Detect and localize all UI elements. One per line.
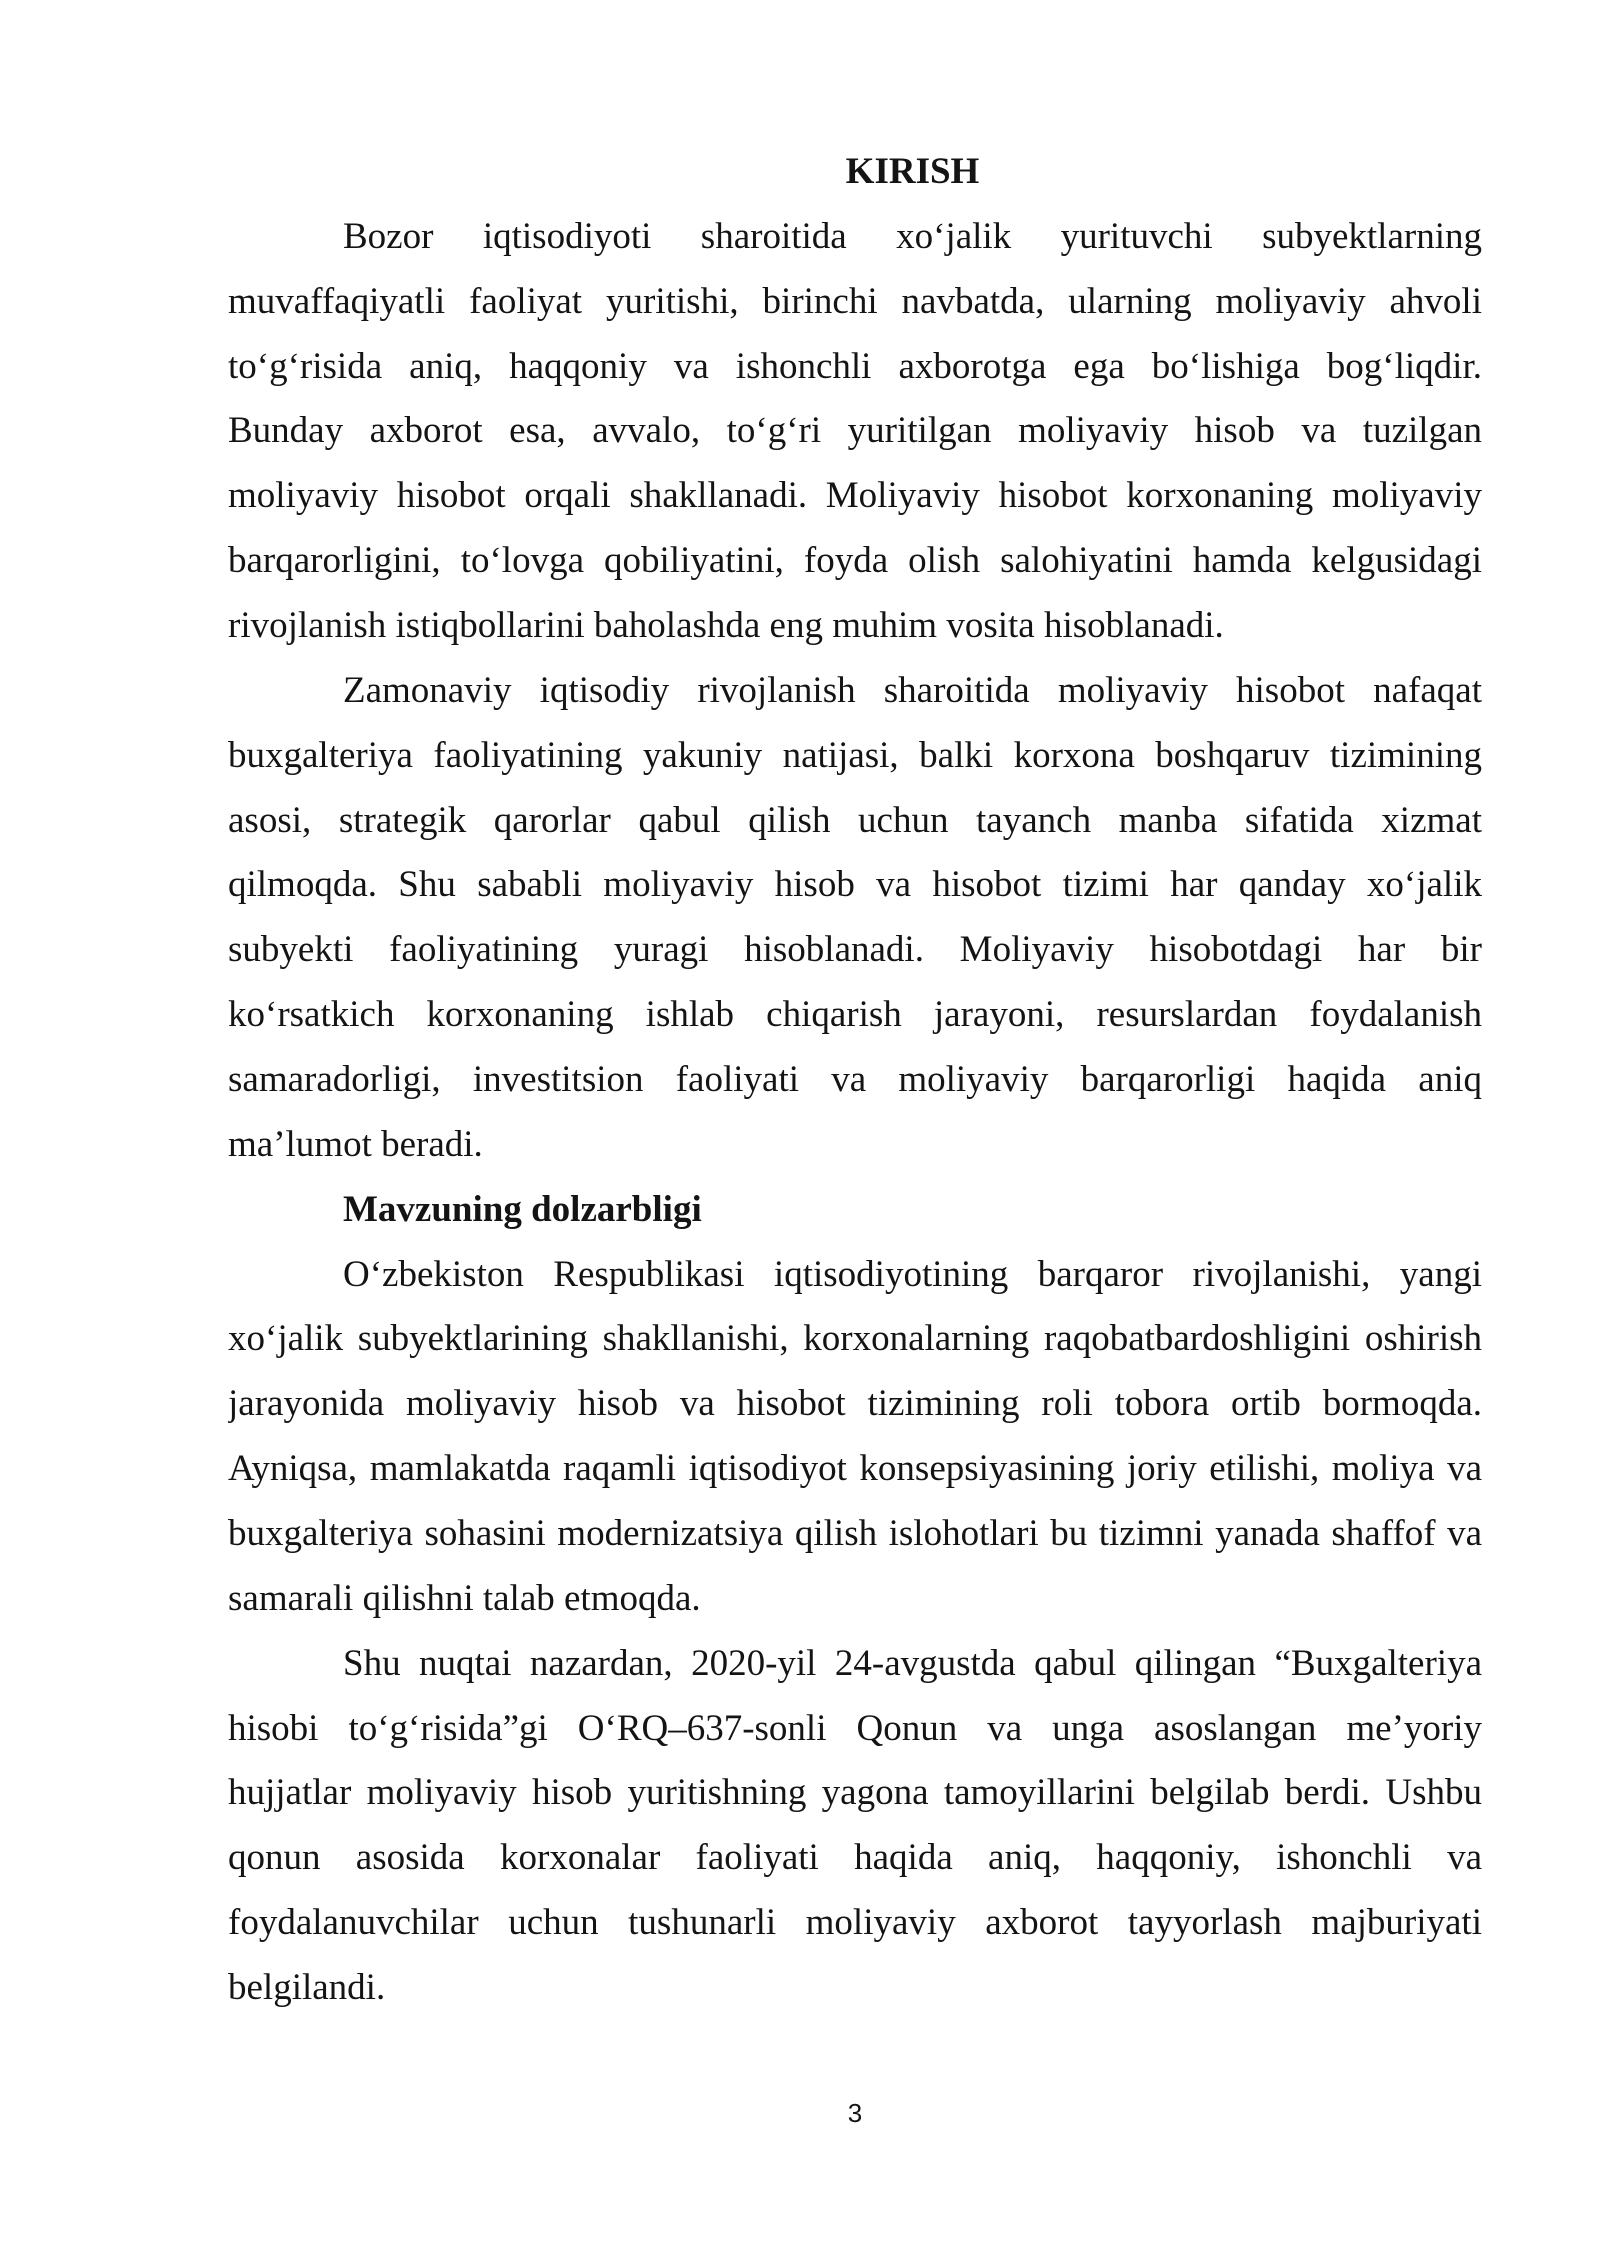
text-line: rivojlanish istiqbollarini baholashda eng muhim vosita hisoblanadi. — [228, 605, 1224, 647]
text-line: xo‘jalik subyektlarining shakllanishi, korxonalarning raqobatbardoshligini oshirish — [228, 1318, 1482, 1360]
page-number: 3 — [847, 2098, 863, 2128]
text-line: Shu nuqtai nazardan, 2020-yil 24-avgustda qabul qilingan “Buxgalteriya — [343, 1642, 1482, 1684]
text-line: asosi, strategik qarorlar qabul qilish uchun tayanch manba sifatida xizmat — [228, 799, 1482, 841]
text-line: O‘zbekiston Respublikasi iqtisodiyotining barqaror rivojlanishi, yangi — [343, 1253, 1482, 1295]
section-heading: Mavzuning dolzarbligi — [343, 1188, 702, 1230]
text-line: Bozor iqtisodiyoti sharoitida xo‘jalik yurituvchi subyektlarning — [343, 215, 1482, 257]
text-line: foydalanuvchilar uchun tushunarli moliyaviy axborot tayyorlash majburiyati — [228, 1902, 1482, 1944]
text-line: hujjatlar moliyaviy hisob yuritishning yagona tamoyillarini belgilab berdi. Ushbu — [228, 1772, 1482, 1814]
text-line: buxgalteriya faoliyatining yakuniy natijasi, balki korxona boshqaruv tizimining — [228, 734, 1482, 776]
page-title: KIRISH — [845, 151, 980, 192]
text-line: qonun asosida korxonalar faoliyati haqida aniq, haqqoniy, ishonchli va — [228, 1837, 1482, 1879]
text-line: muvaffaqiyatli faoliyat yuritishi, birinchi navbatda, ularning moliyaviy ahvoli — [228, 280, 1482, 322]
relevance-paragraph-1 — [228, 1243, 1482, 1632]
intro-paragraph-2 — [228, 659, 1482, 1178]
document-page — [228, 140, 1482, 2021]
text-line: to‘g‘risida aniq, haqqoniy va ishonchli axborotga ega bo‘lishiga bog‘liqdir. — [228, 345, 1482, 387]
text-line: moliyaviy hisobot orqali shakllanadi. Moliyaviy hisobot korxonaning moliyaviy — [228, 475, 1482, 517]
text-line: buxgalteriya sohasini modernizatsiya qilish islohotlari bu tizimni yanada shaffof va — [228, 1513, 1482, 1555]
text-line: Zamonaviy iqtisodiy rivojlanish sharoitida moliyaviy hisobot nafaqat — [343, 669, 1482, 711]
text-line: samarali qilishni talab etmoqda. — [228, 1577, 701, 1619]
text-line: Bunday axborot esa, avvalo, to‘g‘ri yuritilgan moliyaviy hisob va tuzilgan — [228, 410, 1482, 452]
text-line: barqarorligini, to‘lovga qobiliyatini, foyda olish salohiyatini hamda kelgusidagi — [228, 540, 1482, 582]
text-line: subyekti faoliyatining yuragi hisoblanadi. Moliyaviy hisobotdagi har bir — [228, 929, 1482, 971]
text-line: hisobi to‘g‘risida”gi O‘RQ–637-sonli Qonun va unga asoslangan me’yoriy — [228, 1707, 1482, 1749]
text-line: belgilandi. — [228, 1967, 386, 2009]
text-line: ko‘rsatkich korxonaning ishlab chiqarish jarayoni, resurslardan foydalanish — [228, 994, 1482, 1036]
text-line: Ayniqsa, mamlakatda raqamli iqtisodiyot konsepsiyasining joriy etilishi, moliya va — [228, 1448, 1482, 1490]
text-line: samaradorligi, investitsion faoliyati va moliyaviy barqarorligi haqida aniq — [228, 1059, 1482, 1101]
text-line: jarayonida moliyaviy hisob va hisobot tizimining roli tobora ortib bormoqda. — [228, 1383, 1482, 1425]
relevance-paragraph-2 — [228, 1632, 1482, 2021]
intro-paragraph-1 — [228, 205, 1482, 659]
text-line: ma’lumot beradi. — [228, 1123, 483, 1165]
text-line: qilmoqda. Shu sababli moliyaviy hisob va hisobot tizimi har qanday xo‘jalik — [228, 864, 1482, 906]
